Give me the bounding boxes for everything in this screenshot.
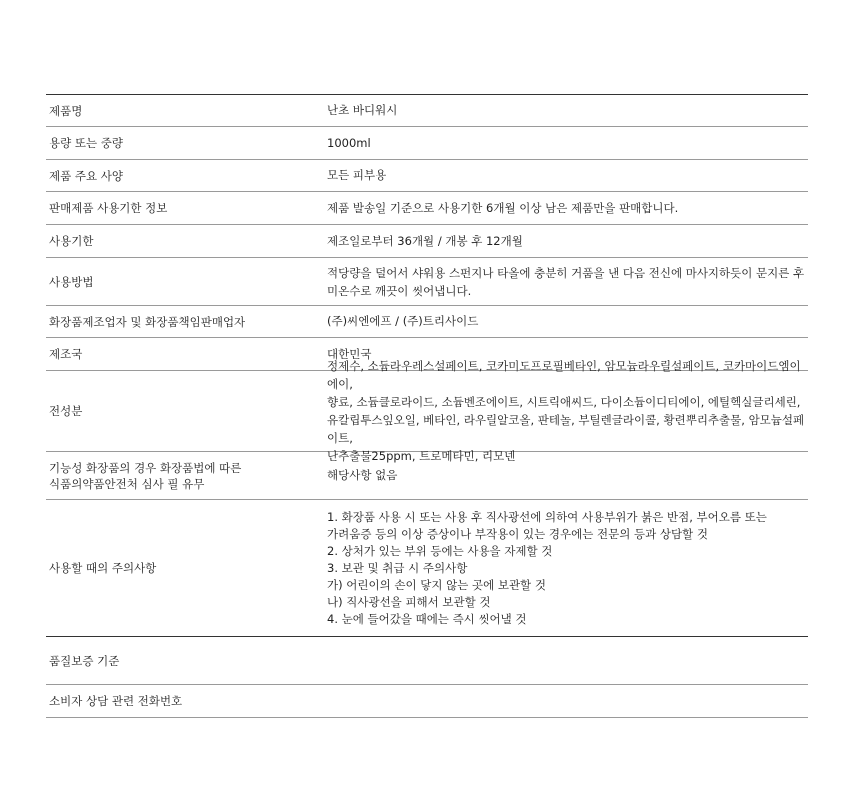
row-label: 제품명 <box>49 103 83 118</box>
row-label: 품질보증 기준 <box>49 653 120 668</box>
table-row <box>46 500 808 637</box>
row-value: 1. 화장품 사용 시 또는 사용 후 직사광선에 의하여 사용부위가 붉은 반점, 부어오름 또는 가려움증 등의 이상 증상이나 부작용이 있는 경우에는 전문의 등과 상담할 것 2. 상처가 있는 부위 등에는 사용을 자제할 것 3. 보관 및 취급 시 주의사항 가) 어린이의 손이 닿지 않는 곳에 보관할 것 나) 직사광선을 피해서 보관할 것 4. 눈에 들어갔을 때에는 즉시 씻어낼 것 <box>327 509 767 626</box>
row-value: (주)씨엔에프 / (주)트리사이드 <box>327 314 479 328</box>
row-label: 전성분 <box>49 404 83 418</box>
table-row <box>46 160 808 192</box>
table-row <box>46 225 808 258</box>
row-label: 사용방법 <box>49 274 94 289</box>
row-label: 사용기한 <box>49 234 94 248</box>
row-label: 화장품제조업자 및 화장품책임판매업자 <box>49 314 246 329</box>
row-label: 판매제품 사용기한 정보 <box>49 201 168 215</box>
table-row <box>46 637 808 685</box>
row-label: 기능성 화장품의 경우 화장품법에 따른 식품의약품안전처 심사 필 유무 <box>49 460 242 491</box>
table-row <box>46 359 808 463</box>
table-row <box>46 127 808 160</box>
row-label: 제조국 <box>49 347 83 361</box>
table-row <box>46 192 808 225</box>
row-label: 사용할 때의 주의사항 <box>49 561 157 575</box>
row-value: 1000ml <box>327 135 371 150</box>
row-label: 제품 주요 사양 <box>49 168 123 183</box>
row-label: 용량 또는 중량 <box>49 136 123 150</box>
table-row <box>46 685 808 718</box>
product-info-table <box>46 94 808 718</box>
table-row <box>46 306 808 338</box>
row-value: 대한민국 <box>327 346 372 361</box>
table-row <box>46 95 808 127</box>
row-value: 정제수, 소듐라우레스설페이트, 코카미도프로필베타인, 암모늄라우릴설페이트, 코카마이드엠이에이, 향료, 소듐클로라이드, 소듐벤조에이트, 시트릭애씨드, 다이소듐이디티에이, 에틸헥실글리세린, 유칼립투스잎오일, 베타인, 라우릴알코올, 판테놀, 부틸렌글라이콜, 황련뿌리추출물, 암모늄설페이트, 난추출물25ppm, 트로메타민, 리모넨 <box>327 359 805 463</box>
row-value: 제품 발송일 기준으로 사용기한 6개월 이상 남은 제품만을 판매합니다. <box>327 200 679 215</box>
row-value: 적당량을 덜어서 샤워용 스펀지나 타올에 충분히 거품을 낸 다음 전신에 마사지하듯이 문지른 후 미온수로 깨끗이 씻어냅니다. <box>327 265 805 298</box>
row-value: 제조일로부터 36개월 / 개봉 후 12개월 <box>327 233 523 248</box>
row-value: 해당사항 없음 <box>327 468 398 482</box>
row-value: 난초 바디워시 <box>327 103 398 117</box>
row-label: 소비자 상담 관련 전화번호 <box>49 694 183 708</box>
row-value: 모든 피부용 <box>327 168 387 182</box>
table-row <box>46 258 808 306</box>
